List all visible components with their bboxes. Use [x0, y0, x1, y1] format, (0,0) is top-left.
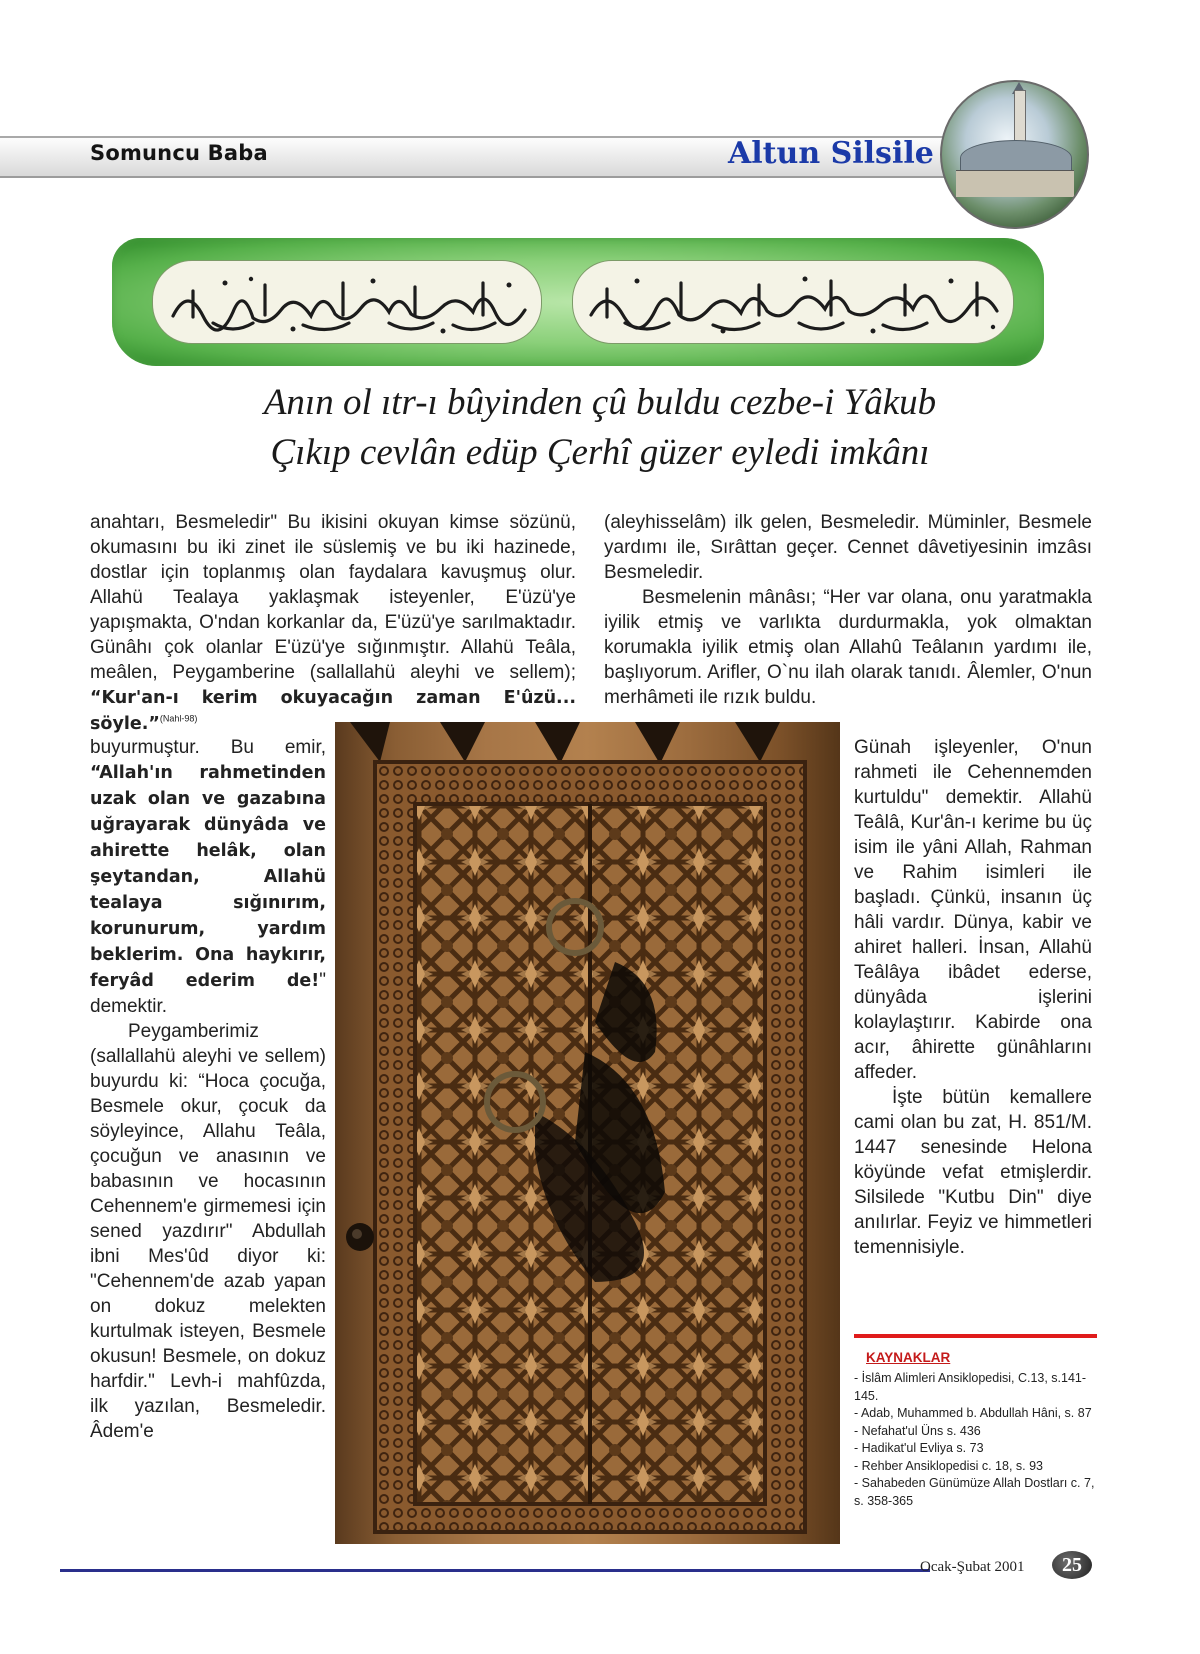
paragraph: Besmelenin mânâsı; “Her var olana, onu yaratmakla iyilik etmiş ve varlıkta durdurmakla, yok olmaktan korumakla iyilik etmiş olan Allahû Teâlanın yardımı ile, başlıyorum. Arifler, O`nu ilah olarak tanıdı. Âlemler, O'nun merhâmeti ile rızık buldu.: [604, 587, 1092, 708]
couplet: [150, 378, 1050, 478]
column-1-bottom: [90, 735, 326, 1444]
issue-date: Ocak-Şubat 2001: [920, 1559, 1025, 1575]
source-item: - Hadikat'ul Evliya s. 73: [854, 1441, 984, 1455]
source-item: - Nefahat'ul Üns s. 436: [854, 1423, 981, 1438]
section-title: Altun Silsile: [728, 136, 934, 171]
verse-ref: (Nahl-98): [159, 713, 198, 724]
column-1-top: [90, 510, 576, 737]
calligraphy-script-image: [153, 261, 541, 343]
source-item: - Adab, Muhammed b. Abdullah Hâni, s. 87: [854, 1406, 1092, 1420]
paragraph: (aleyhisselâm) ilk gelen, Besmeledir. Müminler, Besmele yardımı ile, Sırâttan geçer. Cennet dâvetiyesinin imzâsı Besmeledir.: [604, 512, 1092, 583]
source-item: - Sahabeden Günümüze Allah Dostları c. 7, s. 358-365: [854, 1476, 1095, 1508]
couplet-line-2: Çıkıp cevlân edüp Çerhî güzer eyledi imkânı: [270, 432, 930, 473]
calligraphy-cartouche-left: [152, 260, 542, 344]
magazine-name: Somuncu Baba: [90, 141, 268, 165]
sources-title: KAYNAKLAR: [866, 1350, 951, 1365]
calligraphy-cartouche-right: [572, 260, 1014, 344]
paragraph: İşte bütün kemallere cami olan bu zat, H. 851/M. 1447 senesinde Helona köyünde vefat etmişlerdir. Silsilede "Kutbu Din" diye anılırlar. Feyiz ve himmetleri temennisiyle.: [854, 1087, 1092, 1258]
column-2-bottom: [854, 735, 1092, 1260]
calligraphy-panel: [112, 238, 1044, 366]
paragraph: Peygamberimiz (sallallahü aleyhi ve sellem) buyurdu ki: “Hoca çocuğa, Besmele okur, çocuk da söyleyince, Allahu Teâla, çocuğun ve anasının ve babasının ve hocasının Cehennem'e girmemesi için sened yazdırır" Abdullah ibni Mes'ûd diyor ki: "Cehennem'de azab yapan on dokuz melekten kurtulmak isteyen, Besmele okusun! Besmele, on dokuz harfdir." Levh-i mahfûzda, ilk yazılan, Besmeledir. Âdem'e: [90, 1021, 326, 1442]
paragraph: Günah işleyenler, O'nun rahmeti ile Cehennemden kurtuldu" demektir. Allahü Teâlâ, Kur'ân-ı kerime bu üç isim ile yâni Allah, Rahman ve Rahim isimleri ile başladı. Çünkü, insanın üç hâli vardır. Dünya, kabir ve ahiret halleri. İnsan, Allahü Teâlâya ibâdet ederse, dünyâda işlerini kolaylaştırır. Kabirde ona acır, âhirette günâhlarını affeder.: [854, 737, 1092, 1083]
column-2-top: [604, 510, 1092, 710]
mosque-medallion-image: [940, 80, 1089, 229]
couplet-line-1: Anın ol ıtr-ı bûyinden çû buldu cezbe-i Yâkub: [263, 382, 937, 423]
paragraph: buyurmuştur. Bu emir, “Allah'ın rahmetinden uzak olan ve gazabına uğrayarak dünyâda ve ahirette helâk, olan şeytandan, Allahü tealaya sığınırım, korunurum, yardım beklerim. Ona haykırır, feryâd ederim de!" demektir.: [90, 737, 326, 1017]
footer-rule: [60, 1569, 930, 1572]
quote-bold: “Allah'ın rahmetinden uzak olan ve gazabına uğrayarak dünyâda ve ahirette helâk, olan şeytandan, Allahü tealaya sığınırım, korunurum, yardım beklerim. Ona haykırır, feryâd ederim de!: [90, 763, 326, 991]
paragraph: anahtarı, Besmeledir" Bu ikisini okuyan kimse sözünü, okumasını bu iki zinet ile süslemiş ve bu iki hazinede, dostlar için toplanmış olan faydalara kavuşmuş olur. Allahü Tealaya yaklaşmak isteyenler, E'üzü'ye yapışmakta, O'ndan korkanlar da, E'üzü'ye sarılmaktadır. Günâhı çok olanlar E'üzü'ye sığınmıştır. Allahü Teâla, meâlen, Peygamberine (sallallahü aleyhi ve sellem); “Kur'an-ı kerim okuyacağın zaman E'ûzü... söyle.”$^{(Nahl-98)}$: [90, 512, 576, 734]
page-number: 25: [1052, 1551, 1092, 1579]
sources-divider: [854, 1334, 1097, 1338]
sources-list: [854, 1370, 1097, 1510]
source-item: - Rehber Ansiklopedisi c. 18, s. 93: [854, 1458, 1043, 1473]
quote-bold: “Kur'an-ı kerim okuyacağın zaman E'ûzü... söyle.”: [90, 688, 576, 734]
source-item: - İslâm Alimleri Ansiklopedisi, C.13, s.141-145.: [854, 1371, 1087, 1403]
carved-wooden-door-photo: [335, 722, 840, 1544]
